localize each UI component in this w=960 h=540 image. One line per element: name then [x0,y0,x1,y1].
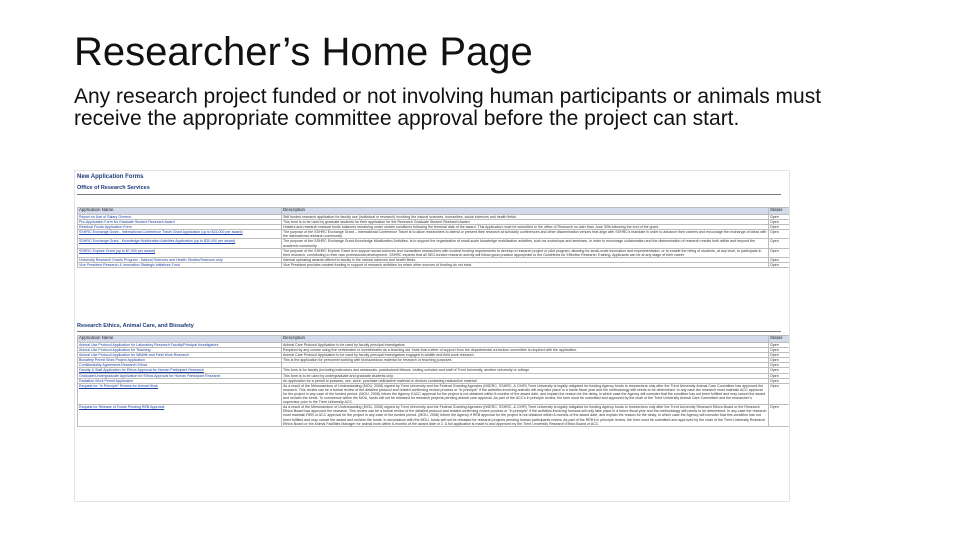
application-name-link[interactable]: SSHRC Exchange Grant - Knowledge Mobilization Activities Application (up to $30,000 per award) [78,239,282,248]
application-name-link[interactable]: Radiation Work Permit Application [78,378,282,383]
application-name-link[interactable]: Biosafety Permit Work Project Application [78,358,282,363]
table-row [78,239,791,248]
application-description: An application for a permit to possess, use, store, purchase radioactive material or devices containing radioactive material [282,378,769,383]
application-forms-screenshot [74,170,790,502]
column-header-description: Description [282,336,769,343]
application-description: Vice President provides modest funding in support of research activities for which other sources of funding do not exist. [282,262,769,267]
section-heading-research-ethics: Research Ethics, Animal Care, and Biosafety [77,323,194,329]
application-name-link[interactable]: Animal Use Protocol Application for Teaching [78,348,282,353]
application-status: Open [769,257,791,262]
application-name-link[interactable]: Pre-Application Form for Graduate Student Research Award [78,220,282,225]
application-description: Animal Care Protocol Application to be used by faculty principal investigators [282,343,769,348]
application-status: Open [769,373,791,378]
forms-heading: New Application Forms [77,174,144,180]
application-name-link[interactable]: University Research Grants Program - Natural Sciences and Health Studies/Sciences only [78,257,282,262]
application-name-link[interactable]: Animal Use Protocol Application for Wildlife and Field Work Research [78,353,282,358]
application-name-link[interactable]: Residual Funds Application Form [78,225,282,230]
table-row [78,248,791,257]
table-row [78,262,791,267]
application-description: This form is for faculty (including instructors and sessionals, postdoctoral fellows, visiting scholars and staff of Trent University, another university or college [282,368,769,373]
slide-body-text: Any research project funded or not involving human participants or animals must receive the appropriate committee approval before the project can start. [74,85,822,130]
research-services-table [77,207,790,268]
application-status: Open [769,343,791,348]
application-status: Open [769,368,791,373]
application-description: The purpose of the SSHRC Exchange Grant – International Conference Travel is to allow researchers to attend or present their research at scholarly conferences and other dissemination venues that align with SSHRC's mandate in order to advance their careers and encourage the exchange of ideas with the international research community. [283,230,767,239]
section-heading-research-services: Office of Research Services [77,185,150,191]
application-status: Open [769,353,791,358]
application-name-link[interactable]: Request for Release of Funds Pending REB Approval [78,405,282,426]
application-description: The purpose of the SSHRC Explore Grant is to support social sciences and humanities researchers with modest funding requirements to develop a research project or pilot program, allowing for small-scale innovation and experimentation, or to enable the hiring of students, at any level, to participate in their research, contributing to their own professional development. SSHRC expects that all SEG-funded research activity will follow good practice appropriate to the Guidelines for Effective Research Training. Applicants can be at any stage of their career. [282,248,769,257]
application-description: This form is to be used by graduate students for their application for the Research Graduate Student Research Award. [282,220,769,225]
application-status: Open [769,383,791,404]
section-divider [77,194,781,195]
research-ethics-table [77,335,790,427]
application-name-link[interactable]: Request for "In Principle" Review for Animal Work [78,383,282,404]
application-name-link[interactable]: Confidentiality Agreement-Research Ethics [78,363,282,368]
application-description: This form is to be used by undergraduate and graduate students only. [282,373,769,378]
column-header-application-name: Application Name [78,336,282,343]
application-description: Required by any course using live vertebrates or invertebrates as a teaching aid. Note that a letter of support from the departmental curriculum committee is required with the application. [282,348,769,353]
application-status: Open [769,230,791,239]
table-row [78,230,791,239]
application-status: Open [769,220,791,225]
application-name-link[interactable]: Report on Use of Salary Overrun [78,215,282,220]
application-status: Open [769,348,791,353]
application-description: Self funded research application for faculty use (individual or research) involving the natural sciences, humanities, social sciences and health fields. [282,215,769,220]
application-description: As a result of the Memorandum of Understanding (MOU, 2008) signed by Trent University and the Federal Granting Agencies (NSERC, SSHRC, & CIHR) Trent University is legally obligated for funding Agency funds to researchers only after the Trent University Research Ethics Board or the Research Ethics Board has approved the research. This review can be a formal review of the detailed protocol and related confirming review process or "in principle" if the activities involving humans will only take place in a future fiscal year and the methodology still needs to be determined. In any case the research must maintain REB or ACC approval for the project in any case of the funded period. (MOU, 2008) Inform the Agency if REB approval for the project is not obtained within 6-months of the award date, and explain the reason for the delay, in which case the Agency will consider that this condition has not been fulfilled and may cancel the award and reclaim the funds. In accordance with the MOU, funds will not be released for research projects pending human participants review. As part of the REB's in principle review, the form must be submitted and approved by the chair of the Trent University Research Ethics Board or the Animal Facilities Manager for animal work within 6-months of the award date or 2. A full application is made to and approved by the Trent University Research Ethics Board or ACC. [283,405,767,426]
application-status: Open [769,239,791,248]
application-description: Internal operating awards offered to faculty in the natural sciences and health fields. [282,257,769,262]
application-name-link[interactable]: SSHRC Explore Grant (up to $7,000 per award) [78,248,282,257]
application-status: Open [769,262,791,267]
application-status: Open [769,378,791,383]
column-header-status: Status [769,208,791,215]
table-row [78,405,791,426]
application-description: The purpose of the SSHRC Exchange Grant-Knowledge Mobilization Activities- is to support the organization of small-scale knowledge mobilization activities, such as workshops and seminars, in order to encourage collaboration and the dissemination of research results both within and beyond the academic community. [282,239,769,248]
application-status: Open [769,225,791,230]
application-description: As a result of the Memorandum of Understanding (MOU, 2008) signed by Trent University and the Federal Granting Agencies (NSERC, SSHRC, & CIHR) Trent University is legally obligated for funding Agency funds to researchers only after the Trent University Animal Care Committee has approved the research. This review can be a formal review of the detailed protocol and related confirming review process or "in principle" if the activities involving animals will only take place in a future fiscal year and the methodology still needs to be determined. In any case the research must maintain ACC approval for the project in any case of the funded period. (MOU, 2008) Inform the Agency if ACC approval for the project is not obtained within 6-months of the award date, and explain the reason for the delay, in which case the Agency will consider that the condition has not been fulfilled and may cancel the award and reclaim the funds. To commence within the MOU, funds will not be released for research projects pending animal care approval. As part of the ACC's in principle review, the form must be submitted and approved by the chair of the Trent University Animal Care Committee and the researcher’s supervisor prior to the Trent University ACC. [282,383,769,404]
application-description: Animal Care Protocol Application to be used by faculty principal investigators engaged in wildlife and field work research [282,353,769,358]
column-header-status: Status [769,336,791,343]
section-divider [77,331,781,332]
application-name-link[interactable]: Graduate/Undergraduate Application for Ethics Approval for Human Participant Research [78,373,282,378]
table-row [78,383,791,404]
application-status: Open [769,363,791,368]
application-description: Holders and research residual funds balances remaining under certain conditions following the terminal date of the award. This Application must be submitted to the office of Research no later than June 30th following the end of the grant. [282,225,769,230]
application-status: Open [769,405,791,426]
application-name-link[interactable]: Faculty & Staff Application for Ethics Approval for Human Participant Research [78,368,282,373]
application-description: This is the application for personnel working with biohazardous material for research or teaching purposes [282,358,769,363]
application-name-link[interactable]: SSHRC Exchange Grant - International Conference Travel Grant Application (up to $15,000 per award) [78,230,282,239]
application-name-link[interactable]: Vice President Research & Innovation Strategic Initiatives Fund [78,262,282,267]
application-status: Open [769,215,791,220]
application-status: Open [769,358,791,363]
column-header-description: Description [282,208,769,215]
column-header-application-name: Application Name [78,208,282,215]
application-name-link[interactable]: Animal Use Protocol Application for Laboratory Research Faculty/Principal Investigators [78,343,282,348]
slide-title: Researcher’s Home Page [74,30,533,74]
application-status: Open [769,248,791,257]
